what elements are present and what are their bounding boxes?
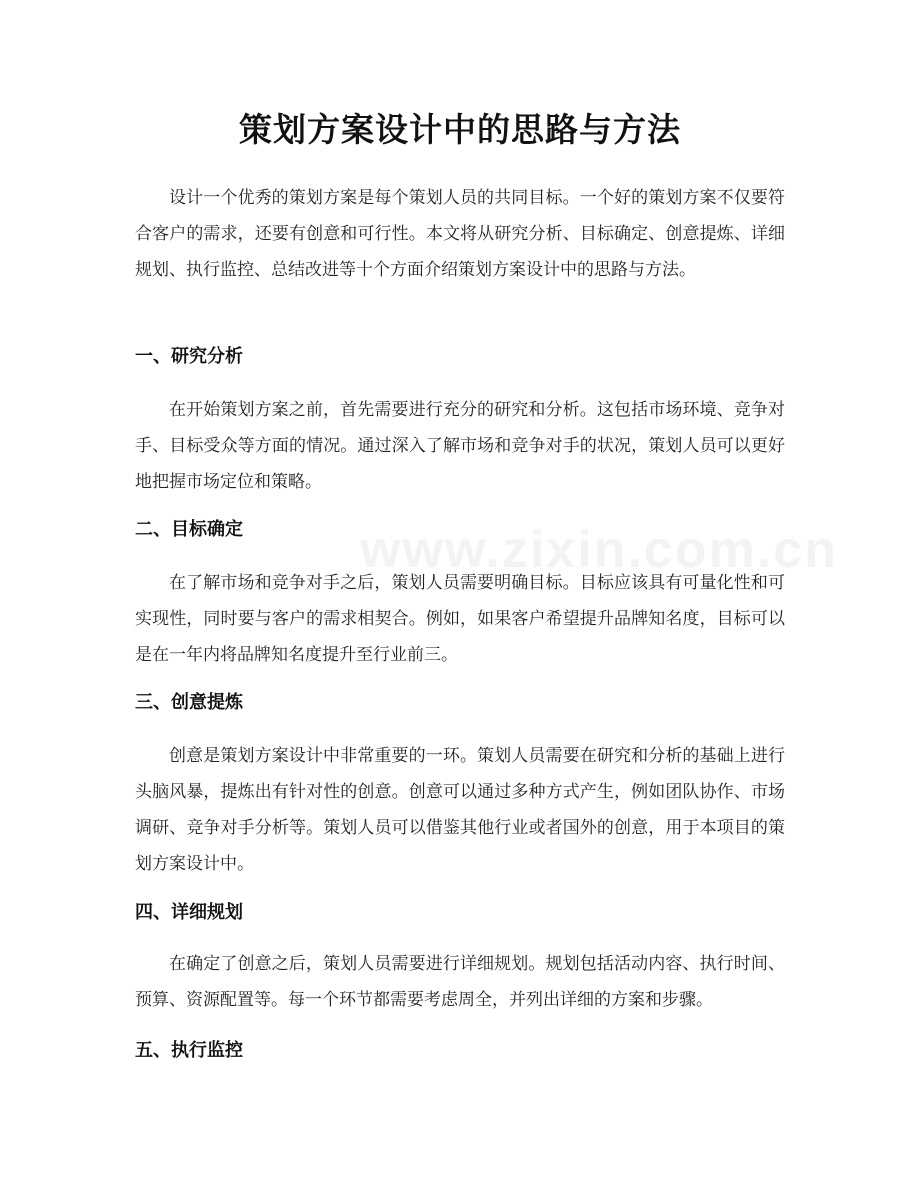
section-heading: 四、详细规划 (135, 902, 243, 923)
section-heading: 一、研究分析 (135, 346, 243, 367)
section-heading: 三、创意提炼 (135, 692, 243, 713)
intro-paragraph: 设计一个优秀的策划方案是每个策划人员的共同目标。一个好的策划方案不仅要符合客户的需求，还要有创意和可行性。本文将从研究分析、目标确定、创意提炼、详细规划、执行监控、总结改进等十个方面介绍策划方案设计中的思路与方法。 (135, 188, 785, 280)
section-body: 创意是策划方案设计中非常重要的一环。策划人员需要在研究和分析的基础上进行头脑风暴，提炼出有针对性的创意。创意可以通过多种方式产生，例如团队协作、市场调研、竞争对手分析等。策划人员可以借鉴其他行业或者国外的创意，用于本项目的策划方案设计中。 (135, 746, 785, 874)
section-body: 在开始策划方案之前，首先需要进行充分的研究和分析。这包括市场环境、竞争对手、目标受众等方面的情况。通过深入了解市场和竞争对手的状况，策划人员可以更好地把握市场定位和策略。 (135, 400, 785, 492)
watermark: www.zixin.com.cn (360, 521, 838, 579)
section-heading: 二、目标确定 (135, 519, 243, 540)
document-title: 策划方案设计中的思路与方法 (239, 110, 681, 149)
section-body: 在了解市场和竞争对手之后，策划人员需要明确目标。目标应该具有可量化性和可实现性，同时要与客户的需求相契合。例如，如果客户希望提升品牌知名度，目标可以是在一年内将品牌知名度提升至行业前三。 (135, 573, 785, 665)
section-body: 在确定了创意之后，策划人员需要进行详细规划。规划包括活动内容、执行时间、预算、资源配置等。每一个环节都需要考虑周全，并列出详细的方案和步骤。 (135, 954, 785, 1010)
section-heading: 五、执行监控 (135, 1040, 243, 1061)
